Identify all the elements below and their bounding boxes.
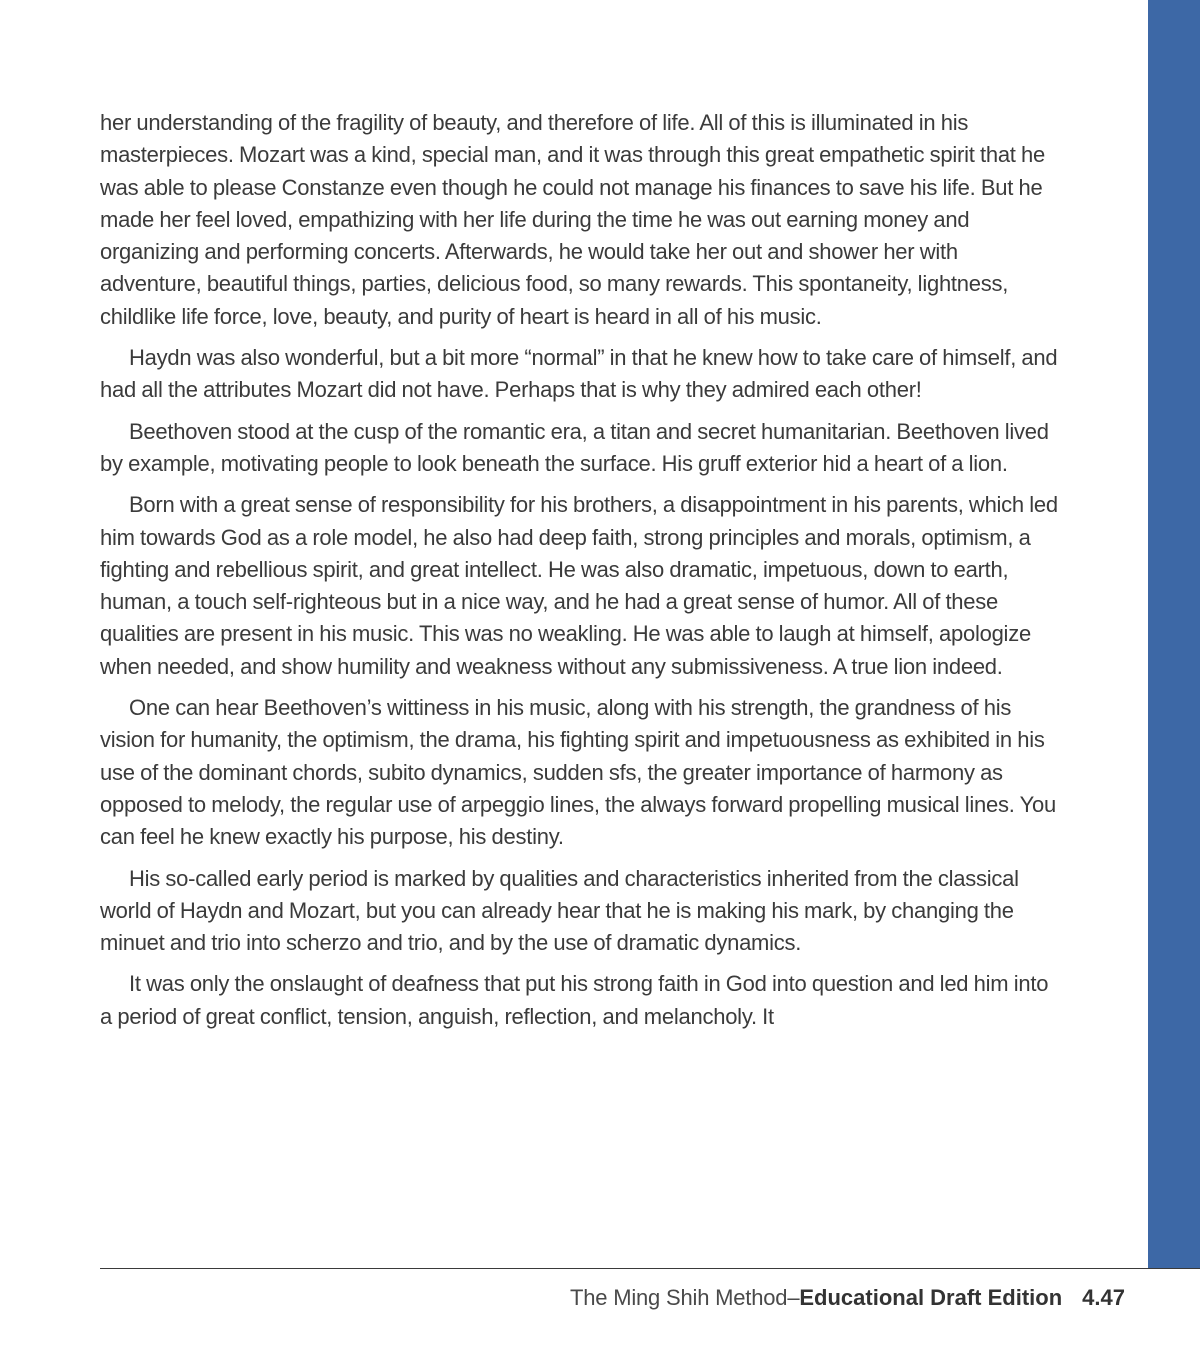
paragraph-haydn: Haydn was also wonderful, but a bit more “normal” in that he knew how to take care of himself, and had all the attributes Mozart did not have. Perhaps that is why they admired each other! <box>100 345 1058 403</box>
page-footer <box>570 1283 1125 1313</box>
page-number: 4.47 <box>1082 1285 1125 1310</box>
footer-edition: Educational Draft Edition <box>799 1285 1063 1310</box>
side-color-band <box>1148 0 1200 1268</box>
paragraph-beethoven-music: One can hear Beethoven’s wittiness in his music, along with his strength, the grandness of his vision for humanity, the optimism, the drama, his fighting spirit and impetuousness as exhibited in his use of the dominant chords, subito dynamics, sudden sfs, the greater importance of harmony as opposed to melody, the regular use of arpeggio lines, the always forward propelling musical lines. You can feel he knew exactly his purpose, his destiny. <box>100 695 1056 850</box>
paragraph-deafness: It was only the onslaught of deafness that put his strong faith in God into question and led him into a period of great conflict, tension, anguish, reflection, and melancholy. It <box>100 971 1049 1029</box>
paragraph-mozart-continued: her understanding of the fragility of beauty, and therefore of life. All of this is illuminated in his masterpieces. Mozart was a kind, special man, and it was through this great empathetic spirit that he was able to please Constanze even though he could not manage his finances to save his life. But he made her feel loved, empathizing with her life during the time he was out earning money and organizing and performing concerts. Afterwards, he would take her out and shower her with adventure, beautiful things, parties, delicious food, so many rewards. This spontaneity, lightness, childlike life force, love, beauty, and purity of heart is heard in all of his music. <box>100 110 1045 329</box>
paragraph-beethoven-intro: Beethoven stood at the cusp of the romantic era, a titan and secret humanitarian. Beethoven lived by example, motivating people to look beneath the surface. His gruff exterior hid a heart of a lion. <box>100 418 1049 476</box>
footer-book-title: The Ming Shih Method– <box>569 1285 800 1310</box>
paragraph-beethoven-character: Born with a great sense of responsibility for his brothers, a disappointment in his parents, which led him towards God as a role model, he also had deep faith, strong principles and morals, optimism, a fighting and rebellious spirit, and great intellect. He was also dramatic, impetuous, down to earth, human, a touch self-righteous but in a nice way, and he had a great sense of humor. All of these qualities are present in his music. This was no weakling. He was able to laugh at himself, apologize when needed, and show humility and weakness without any submissiveness. A true lion indeed. <box>100 492 1058 679</box>
paragraph-early-period: His so-called early period is marked by qualities and characteristics inherited from the classical world of Haydn and Mozart, but you can already hear that he is making his mark, by changing the minuet and trio into scherzo and trio, and by the use of dramatic dynamics. <box>100 865 1019 956</box>
body-text <box>100 107 1060 1042</box>
footer-divider <box>100 1268 1200 1269</box>
